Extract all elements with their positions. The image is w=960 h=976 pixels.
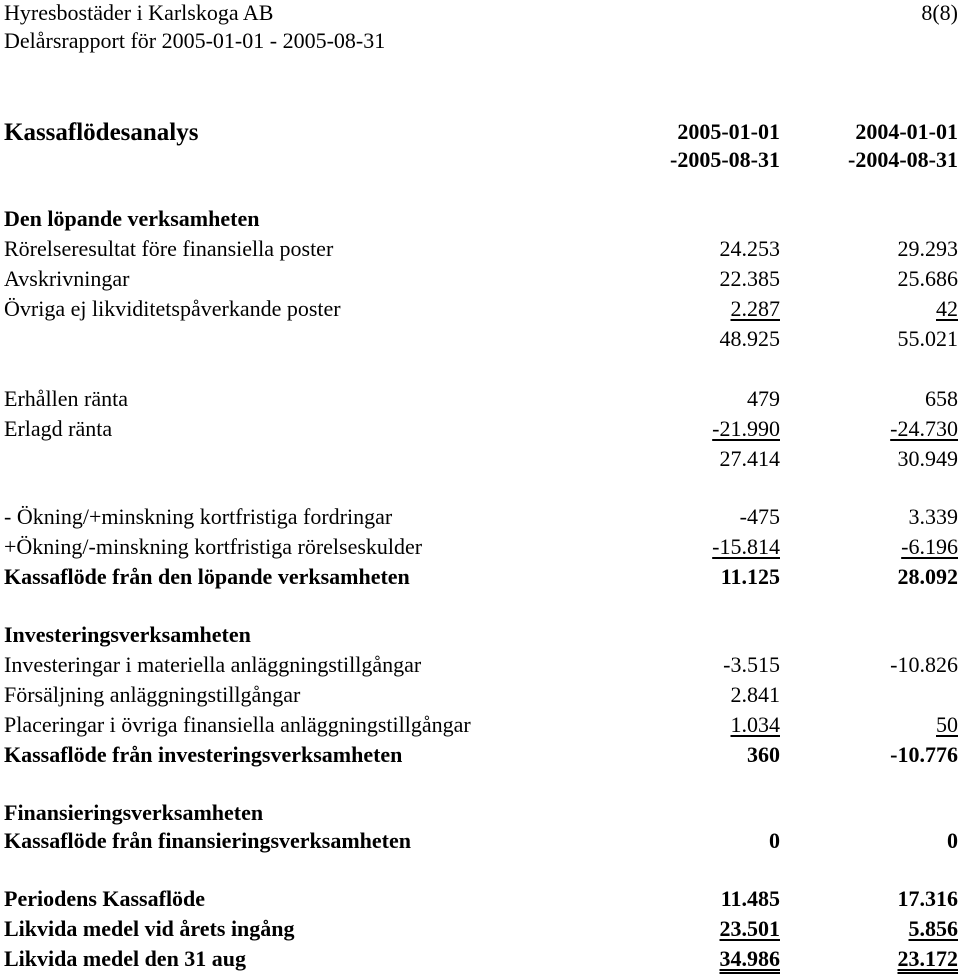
table-row [0, 914, 960, 944]
table-row [0, 204, 960, 234]
value-2004: 3.339 [908, 504, 958, 529]
value-2005: 23.501 [719, 916, 780, 941]
table-row [0, 826, 960, 856]
value-2005: 0 [769, 828, 780, 853]
value-2004: 17.316 [897, 886, 958, 911]
row-label: Avskrivningar [4, 266, 130, 291]
row-label: Periodens Kassaflöde [4, 886, 206, 911]
value-2004: 42 [936, 296, 958, 321]
row-label: Kassaflöde från investeringsverksamheten [4, 742, 403, 767]
row-label: Erlagd ränta [4, 416, 113, 441]
value-2004: -10.826 [890, 652, 958, 677]
table-row [0, 562, 960, 592]
row-label: Likvida medel den 31 aug [4, 946, 247, 971]
row-label: Erhållen ränta [4, 386, 128, 411]
value-2004: -6.196 [901, 534, 958, 559]
value-2004: 29.293 [897, 236, 958, 261]
column-header-2005-line2: -2005-08-31 [670, 147, 780, 172]
row-label: +Ökning/-minskning kortfristiga rörelseskulder [4, 534, 423, 559]
value-2005: 24.253 [719, 236, 780, 261]
table-row [0, 234, 960, 264]
value-2005: -475 [739, 504, 780, 529]
row-label: Finansieringsverksamheten [4, 800, 264, 825]
value-2005: -3.515 [723, 652, 780, 677]
value-2004: -24.730 [890, 416, 958, 441]
table-row [0, 444, 960, 474]
row-label: Placeringar i övriga finansiella anläggningstillgångar [4, 712, 471, 737]
column-header-2004 [848, 118, 958, 174]
table-row [0, 532, 960, 562]
table-row [0, 740, 960, 770]
value-2005: 11.485 [720, 886, 780, 911]
value-2005: 22.385 [719, 266, 780, 291]
column-header-2005 [670, 118, 780, 174]
row-label: Kassaflöde från finansieringsverksamheten [4, 828, 411, 853]
row-label: Investeringsverksamheten [4, 622, 251, 647]
value-2005: 34.986 [719, 946, 780, 971]
value-2004: 0 [947, 828, 958, 853]
table-row [0, 944, 960, 974]
table-row [0, 650, 960, 680]
value-2005: 27.414 [719, 446, 780, 471]
page-title: Kassaflödesanalys [4, 119, 199, 146]
table-row [0, 414, 960, 444]
row-label: Investeringar i materiella anläggningstillgångar [4, 652, 422, 677]
table-row [0, 264, 960, 294]
table-row [0, 680, 960, 710]
row-label: Den löpande verksamheten [4, 206, 260, 231]
table-row [0, 710, 960, 740]
value-2005: 48.925 [719, 326, 780, 351]
row-label: Rörelseresultat före finansiella poster [4, 236, 334, 261]
column-header-2004-line1: 2004-01-01 [855, 119, 958, 144]
value-2005: 1.034 [730, 712, 780, 737]
page-number: 8(8) [921, 0, 958, 25]
value-2004: 5.856 [908, 916, 958, 941]
value-2004: 658 [925, 386, 958, 411]
value-2005: 11.125 [720, 564, 780, 589]
column-header-2005-line1: 2005-01-01 [677, 119, 780, 144]
value-2004: -10.776 [890, 742, 958, 767]
value-2005: 2.841 [730, 682, 780, 707]
value-2004: 25.686 [897, 266, 958, 291]
value-2005: -21.990 [712, 416, 780, 441]
table-row [0, 384, 960, 414]
value-2005: -15.814 [712, 534, 780, 559]
table-row [0, 620, 960, 650]
value-2004: 55.021 [897, 326, 958, 351]
value-2005: 2.287 [730, 296, 780, 321]
table-row [0, 294, 960, 324]
company-name: Hyresbostäder i Karlskoga AB [4, 0, 274, 25]
column-header-2004-line2: -2004-08-31 [848, 147, 958, 172]
row-label: Kassaflöde från den löpande verksamheten [4, 564, 410, 589]
value-2004: 28.092 [897, 564, 958, 589]
row-label: Övriga ej likviditetspåverkande poster [4, 296, 341, 321]
table-row [0, 798, 960, 828]
row-label: Försäljning anläggningstillgångar [4, 682, 301, 707]
table-row [0, 884, 960, 914]
value-2005: 360 [747, 742, 780, 767]
report-period: Delårsrapport för 2005-01-01 - 2005-08-31 [4, 28, 386, 53]
value-2005: 479 [747, 386, 780, 411]
row-label: Likvida medel vid årets ingång [4, 916, 295, 941]
table-row [0, 502, 960, 532]
value-2004: 30.949 [897, 446, 958, 471]
value-2004: 50 [936, 712, 958, 737]
row-label: - Ökning/+minskning kortfristiga fordringar [4, 504, 393, 529]
table-row [0, 324, 960, 354]
value-2004: 23.172 [897, 946, 958, 971]
